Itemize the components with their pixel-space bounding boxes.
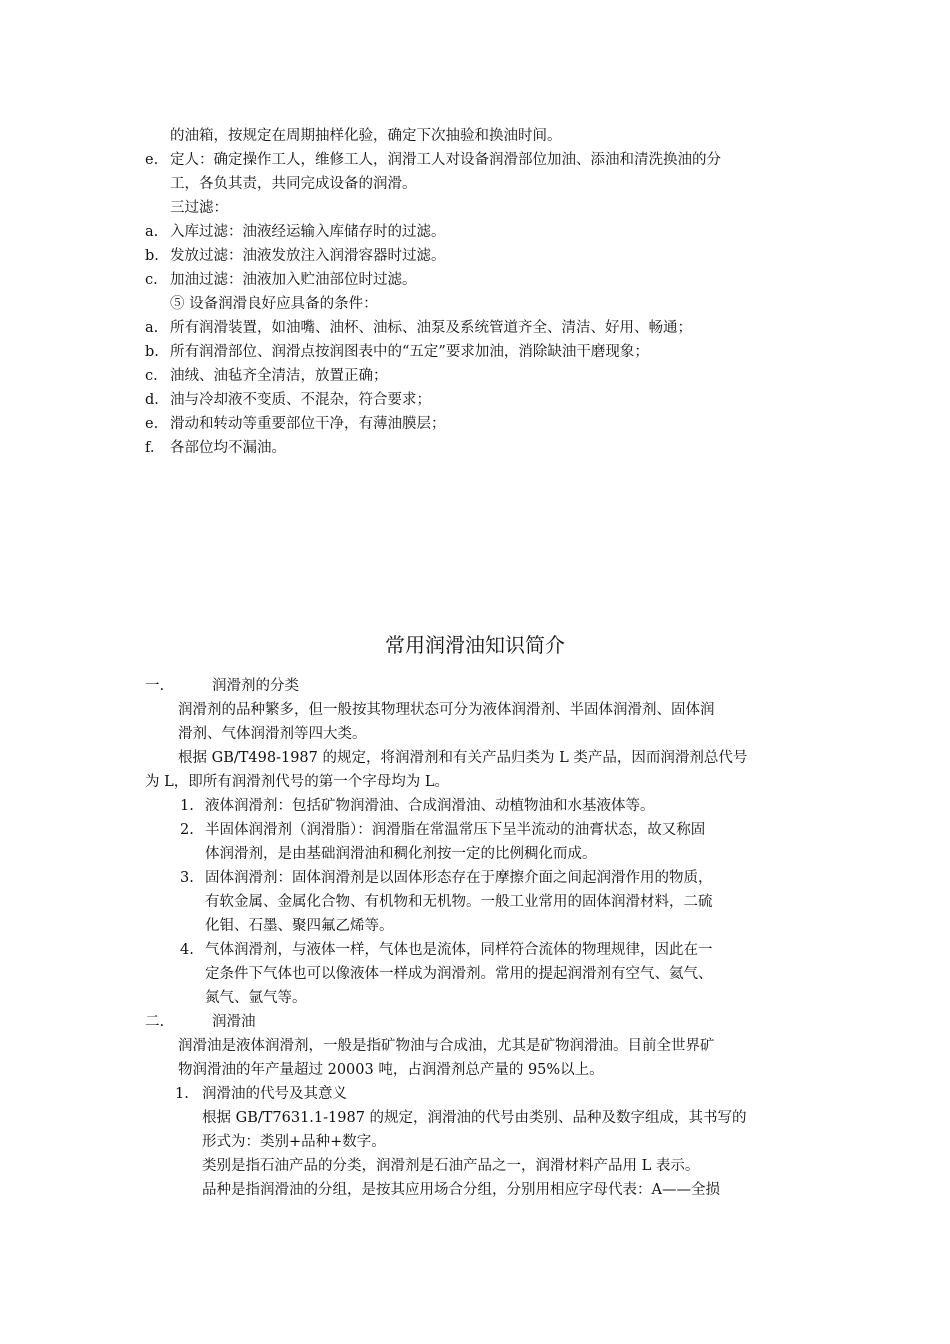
heading-text: 润滑剂的分类 xyxy=(212,678,299,694)
item-text: 有软金属、金属化合物、有机物和无机物。一般工业常用的固体润滑材料，二硫 xyxy=(205,894,713,910)
paragraph-text: 根据 GB/T498-1987 的规定，将润滑剂和有关产品归类为 L 类产品，因而润滑剂总代号 xyxy=(178,750,748,766)
subheading-text: 润滑油的代号及其意义 xyxy=(202,1086,347,1102)
subheading xyxy=(0,1082,950,1106)
paragraph-text: 润滑剂的品种繁多，但一般按其物理状态可分为液体润滑剂、半固体润滑剂、固体润 xyxy=(178,702,715,718)
text-line xyxy=(0,124,950,148)
list-marker: c. xyxy=(145,368,158,384)
item-number: 2. xyxy=(180,822,194,838)
numbered-item xyxy=(0,818,950,842)
item-text: 固体润滑剂：固体润滑剂是以固体形态存在于摩擦介面之间起润滑作用的物质， xyxy=(205,870,713,886)
list-text-continued: 工，各负其责，共同完成设备的润滑。 xyxy=(170,176,417,192)
paragraph-text: 物润滑油的年产量超过 20003 吨，占润滑剂总产量的 95%以上。 xyxy=(178,1062,604,1078)
list-marker: b. xyxy=(145,344,159,360)
lubricant-knowledge-section xyxy=(0,674,950,1202)
numbered-item xyxy=(0,938,950,962)
list-text: 油绒、油毡齐全清洁，放置正确； xyxy=(170,368,388,384)
item-text: 氮气、氩气等。 xyxy=(205,990,307,1006)
paragraph-line xyxy=(0,722,950,746)
list-item xyxy=(0,436,950,460)
list-text: 滑动和转动等重要部位干净，有薄油膜层； xyxy=(170,416,446,432)
subheading-three-filters xyxy=(0,196,950,220)
paragraph-text: 为 L，即所有润滑剂代号的第一个字母均为 L。 xyxy=(145,774,449,790)
item-text: 化钼、石墨、聚四氟乙烯等。 xyxy=(205,918,394,934)
paragraph-text: 根据 GB/T7631.1-1987 的规定，润滑油的代号由类别、品种及数字组成，其书写的 xyxy=(202,1110,747,1126)
list-item xyxy=(0,268,950,292)
list-marker: e. xyxy=(145,152,159,168)
numbered-item-continued xyxy=(0,962,950,986)
list-marker: e. xyxy=(145,416,159,432)
list-text: 各部位均不漏油。 xyxy=(170,440,286,456)
numbered-item-continued xyxy=(0,890,950,914)
list-item xyxy=(0,364,950,388)
paragraph-tail: 的油箱，按规定在周期抽样化验，确定下次抽验和换油时间。 xyxy=(170,128,562,144)
paragraph-line xyxy=(0,1058,950,1082)
heading-level1 xyxy=(0,674,950,698)
item-text: 气体润滑剂，与液体一样，气体也是流体，同样符合流体的物理规律，因此在一 xyxy=(205,942,713,958)
subheading-text: 三过滤： xyxy=(170,200,228,216)
numbered-item xyxy=(0,794,950,818)
paragraph-line xyxy=(0,1106,950,1130)
paragraph-line xyxy=(0,1154,950,1178)
paragraph-text: 类别是指石油产品的分类，润滑剂是石油产品之一，润滑材料产品用 L 表示。 xyxy=(202,1158,700,1174)
paragraph-text: 品种是指润滑油的分组，是按其应用场合分组，分别用相应字母代表：A——全损 xyxy=(202,1182,720,1198)
list-marker: c. xyxy=(145,272,158,288)
item-number: 3. xyxy=(180,870,194,886)
heading-level1 xyxy=(0,1010,950,1034)
list-marker: f. xyxy=(145,440,155,456)
list-text: 油与冷却液不变质、不混杂，符合要求； xyxy=(170,392,431,408)
heading-text: 润滑油 xyxy=(212,1014,256,1030)
list-item xyxy=(0,244,950,268)
list-item xyxy=(0,316,950,340)
numbered-item-continued xyxy=(0,986,950,1010)
list-text: 定人：确定操作工人，维修工人，润滑工人对设备润滑部位加油、添油和清洗换油的分 xyxy=(170,152,721,168)
paragraph-line xyxy=(0,698,950,722)
heading-marker: 一. xyxy=(145,678,165,694)
numbered-item xyxy=(0,866,950,890)
list-marker: b. xyxy=(145,248,159,264)
paragraph-line xyxy=(0,1130,950,1154)
paragraph-text: 形式为：类别+品种+数字。 xyxy=(202,1134,386,1150)
item-number: 1. xyxy=(180,798,194,814)
paragraph-line xyxy=(0,1034,950,1058)
list-item xyxy=(0,412,950,436)
list-text: 所有润滑装置，如油嘴、油杯、油标、油泵及系统管道齐全、清洁、好用、畅通； xyxy=(170,320,692,336)
lubrication-management-section xyxy=(0,124,950,460)
subheading-text: ⑤ 设备润滑良好应具备的条件： xyxy=(170,296,378,312)
list-item xyxy=(0,388,950,412)
list-marker: a. xyxy=(145,224,159,240)
subheading-number: 1. xyxy=(175,1086,189,1102)
section-title: 常用润滑油知识简介 xyxy=(385,633,565,657)
numbered-item-continued xyxy=(0,842,950,866)
paragraph-line xyxy=(0,746,950,770)
list-marker: a. xyxy=(145,320,159,336)
numbered-item-continued xyxy=(0,914,950,938)
heading-marker: 二. xyxy=(145,1014,165,1030)
paragraph-text: 润滑油是液体润滑剂，一般是指矿物油与合成油，尤其是矿物润滑油。目前全世界矿 xyxy=(178,1038,715,1054)
subheading-conditions xyxy=(0,292,950,316)
list-text: 入库过滤：油液经运输入库储存时的过滤。 xyxy=(170,224,446,240)
list-marker: d. xyxy=(145,392,159,408)
list-item xyxy=(0,148,950,172)
item-number: 4. xyxy=(180,942,194,958)
paragraph-text: 滑剂、气体润滑剂等四大类。 xyxy=(178,726,367,742)
item-text: 定条件下气体也可以像液体一样成为润滑剂。常用的提起润滑剂有空气、氦气、 xyxy=(205,966,713,982)
list-item xyxy=(0,220,950,244)
list-item xyxy=(0,340,950,364)
item-text: 半固体润滑剂（润滑脂）：润滑脂在常温常压下呈半流动的油膏状态，故又称固 xyxy=(205,822,706,838)
list-text: 发放过滤：油液发放注入润滑容器时过滤。 xyxy=(170,248,446,264)
item-text: 液体润滑剂：包括矿物润滑油、合成润滑油、动植物油和水基液体等。 xyxy=(205,798,655,814)
list-text: 加油过滤：油液加入贮油部位时过滤。 xyxy=(170,272,417,288)
text-line xyxy=(0,172,950,196)
paragraph-line xyxy=(0,1178,950,1202)
paragraph-line xyxy=(0,770,950,794)
list-text: 所有润滑部位、润滑点按润图表中的“五定”要求加油，消除缺油干磨现象； xyxy=(170,344,649,360)
item-text: 体润滑剂，是由基础润滑油和稠化剂按一定的比例稠化而成。 xyxy=(205,846,597,862)
